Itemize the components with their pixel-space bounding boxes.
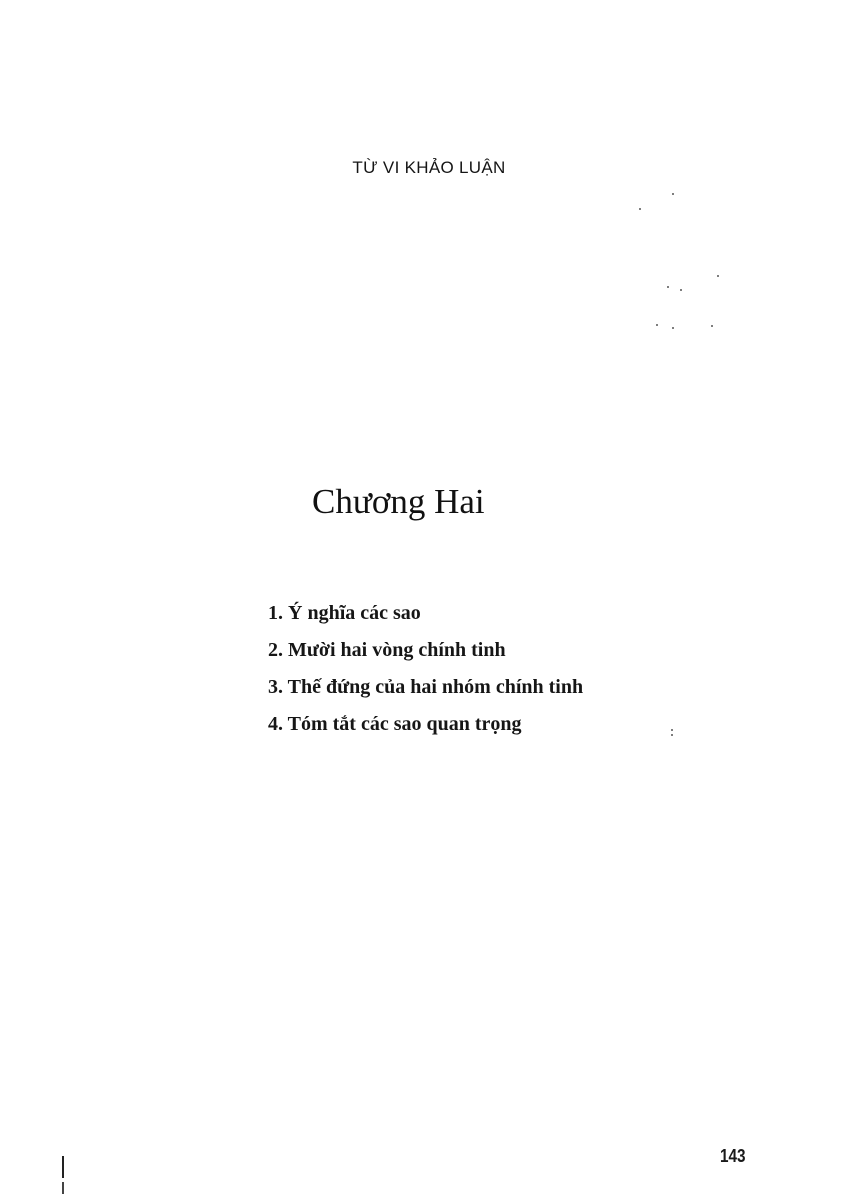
scan-speck: [672, 327, 674, 329]
running-header: TỪ VI KHẢO LUẬN: [352, 158, 506, 177]
scan-speck: [711, 325, 713, 327]
scan-speck: [671, 729, 673, 731]
scan-speck: [717, 275, 719, 277]
scan-speck: [639, 208, 641, 210]
scan-margin-mark: [62, 1156, 64, 1194]
scan-speck: [671, 734, 673, 736]
contents-item: 3. Thế đứng của hai nhóm chính tinh: [268, 676, 584, 698]
chapter-contents-list: [268, 598, 583, 746]
scan-speck: [680, 289, 682, 291]
page-number: 143: [720, 1146, 746, 1166]
contents-item: 2. Mười hai vòng chính tinh: [268, 639, 506, 661]
chapter-title: Chương Hai: [312, 482, 485, 521]
contents-item: 4. Tóm tắt các sao quan trọng: [268, 713, 522, 735]
contents-item: 1. Ý nghĩa các sao: [268, 602, 421, 624]
scan-speck: [667, 286, 669, 288]
scan-speck: [656, 324, 658, 326]
scan-speck: [672, 193, 674, 195]
